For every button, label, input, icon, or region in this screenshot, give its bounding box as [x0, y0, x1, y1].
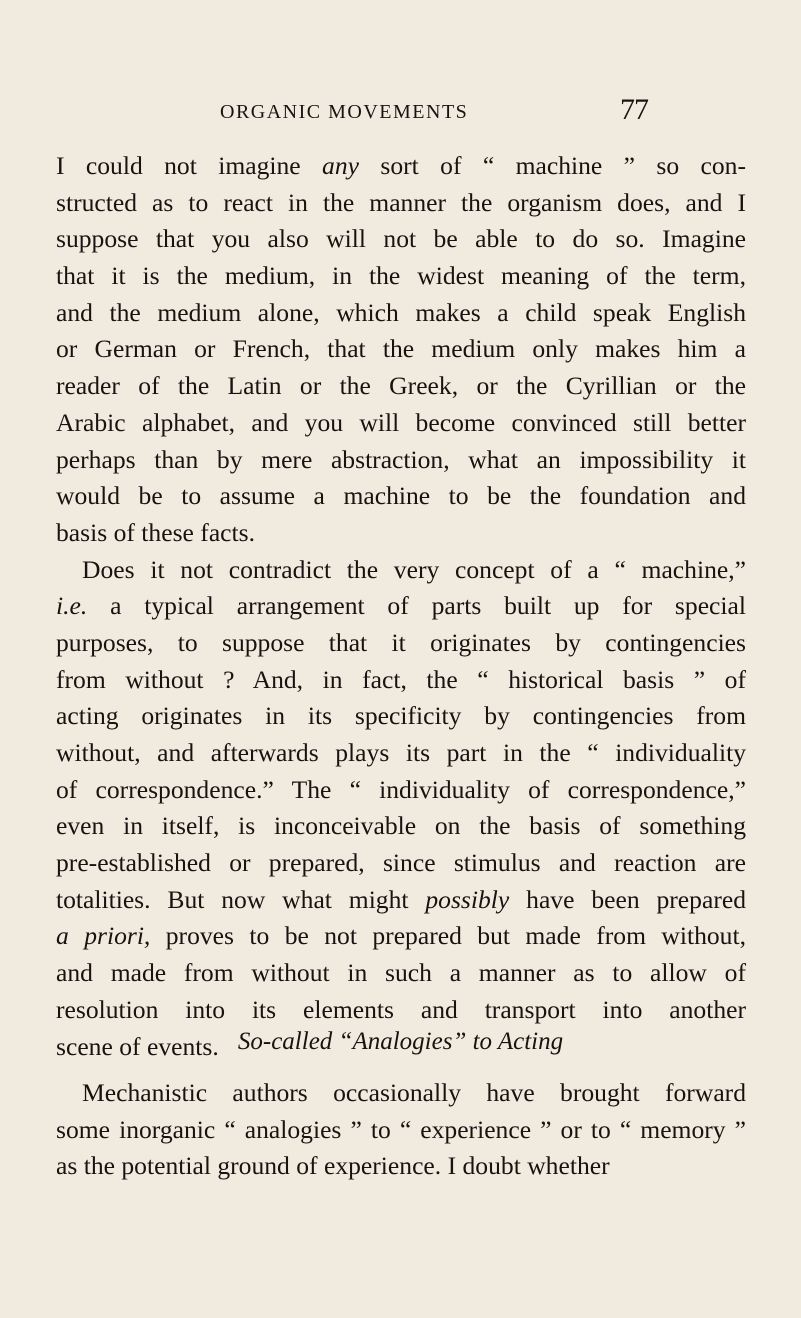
- text-line: without, and afterwards plays its part in the “ individuality: [56, 738, 746, 767]
- text-line: from without ? And, in fact, the “ historical basis ” of: [56, 664, 746, 694]
- text-line: a priori, proves to be not prepared but made from without,: [56, 921, 746, 951]
- text-line: scene of events.: [56, 1031, 219, 1061]
- running-title: ORGANIC MOVEMENTS: [220, 101, 469, 123]
- text-line: that it is the medium, in the widest meaning of the term,: [56, 261, 746, 291]
- text-line: purposes, to suppose that it originates by contingencies: [56, 627, 746, 657]
- running-head: [0, 93, 801, 133]
- text-line: would be to assume a machine to be the foundation and: [56, 481, 746, 511]
- body-text-2: [56, 1075, 746, 1185]
- text-line: structed as to react in the manner the organism does, and I: [56, 187, 746, 217]
- text-line: or German or French, that the medium only makes him a: [56, 334, 746, 364]
- section-heading: So-called “Analogies” to Acting: [237, 1028, 564, 1055]
- text-line: I could not imagine any sort of “ machine ” so con-: [56, 151, 747, 180]
- page-number: 77: [620, 93, 648, 126]
- italic-phrase: possibly: [425, 884, 510, 914]
- italic-phrase: i.e.: [56, 591, 88, 621]
- paragraph-3: [56, 1075, 746, 1185]
- text-line: Does it not contradict the very concept of a “ machine,”: [82, 554, 746, 584]
- text-line: as the potential ground of experience. I doubt whether: [56, 1151, 610, 1181]
- text-line: of correspondence.” The “ individuality of correspondence,”: [56, 774, 746, 804]
- text-line: Mechanistic authors occasionally have brought forward: [82, 1078, 746, 1107]
- text-line: and the medium alone, which makes a child speak English: [56, 297, 746, 327]
- text-line: Arabic alphabet, and you will become convinced still better: [56, 407, 746, 437]
- text-line: some inorganic “ analogies ” to “ experience ” or to “ memory ”: [56, 1114, 746, 1144]
- text-line: resolution into its elements and transport into another: [56, 994, 746, 1024]
- text-line: basis of these facts.: [56, 517, 256, 547]
- text-line: and made from without in such a manner as to allow of: [56, 958, 746, 988]
- text-line: even in itself, is inconceivable on the basis of something: [56, 811, 746, 841]
- text-line: reader of the Latin or the Greek, or the Cyrillian or the: [56, 371, 746, 401]
- italic-phrase: a priori,: [56, 921, 151, 951]
- text-line: totalities. But now what might possibly have been prepared: [56, 884, 747, 914]
- text-line: perhaps than by mere abstraction, what an impossibility it: [56, 444, 746, 474]
- text-line: i.e. a typical arrangement of parts built up for special: [56, 591, 746, 621]
- text-line: suppose that you also will not be able to do so. Imagine: [56, 224, 746, 254]
- text-line: pre-established or prepared, since stimulus and reaction are: [56, 848, 746, 878]
- body-text: [56, 148, 746, 1065]
- italic-phrase: any: [322, 151, 360, 180]
- paragraph-1: [56, 148, 746, 552]
- paragraph-2: [56, 552, 746, 1066]
- text-line: acting originates in its specificity by contingencies from: [56, 701, 746, 731]
